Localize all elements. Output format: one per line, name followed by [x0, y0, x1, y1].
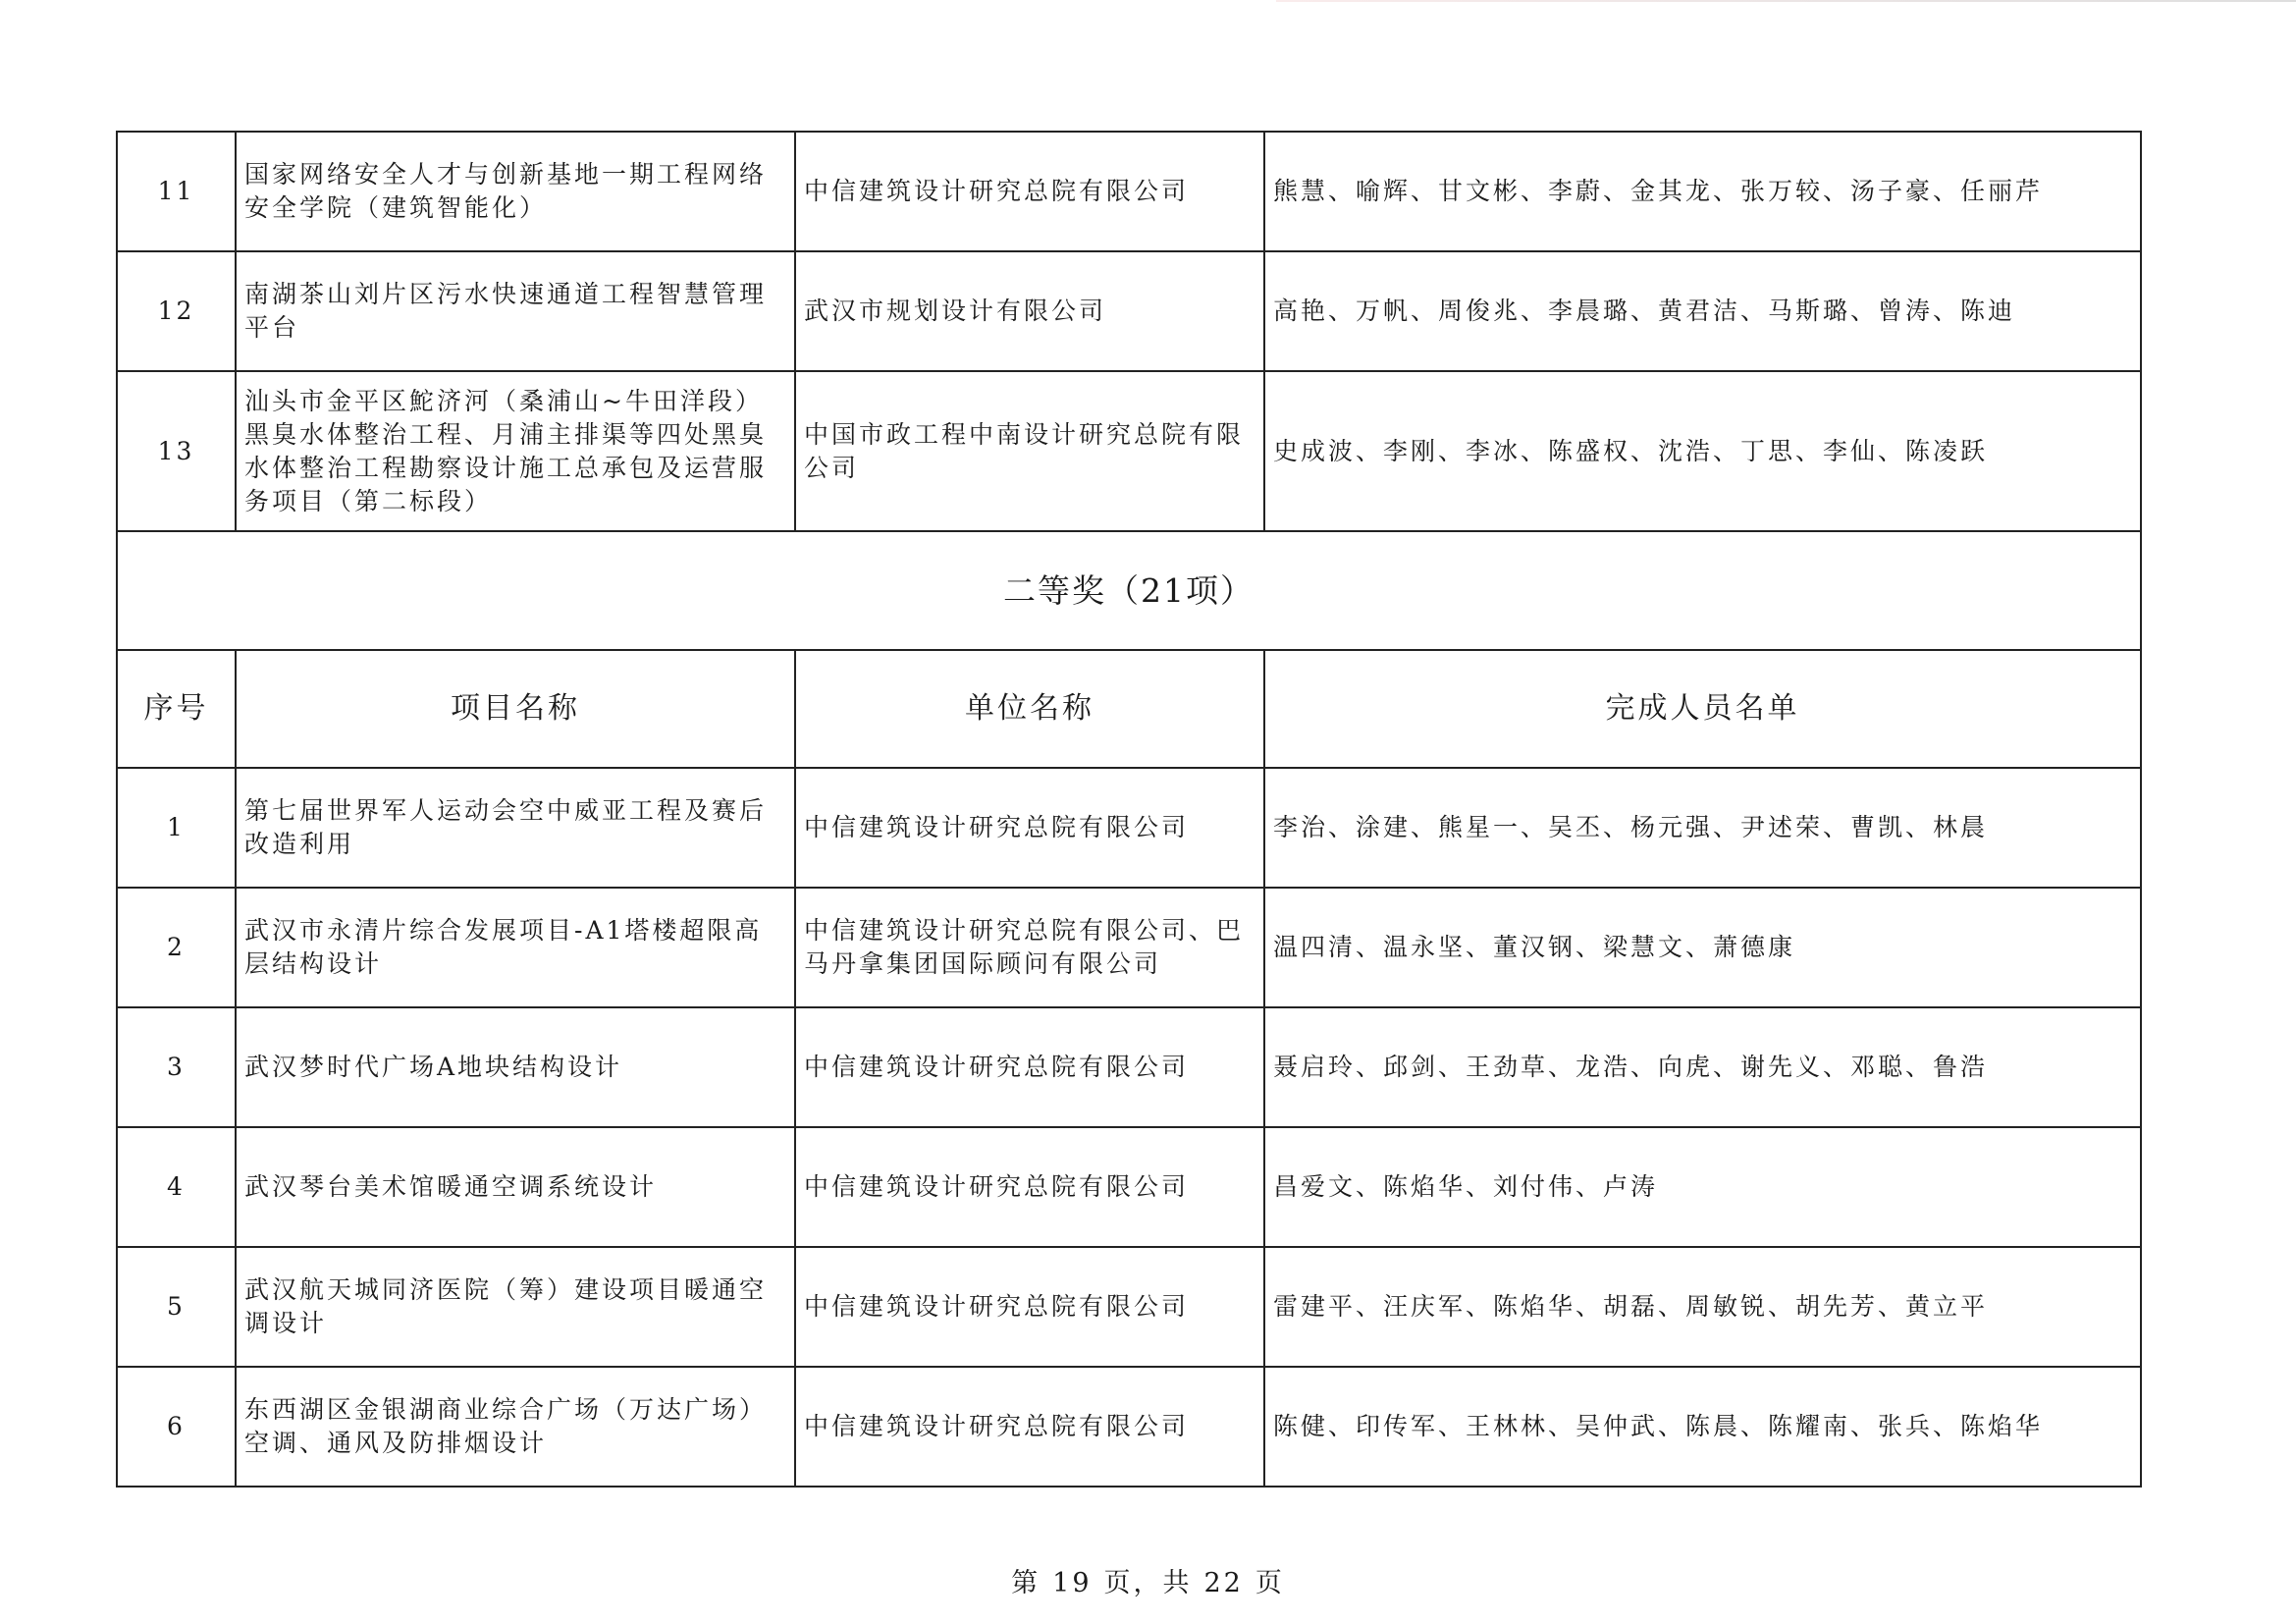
section-row — [117, 531, 2141, 650]
unit-name: 武汉市规划设计有限公司 — [795, 251, 1264, 371]
project-name: 汕头市金平区鮀济河（桑浦山~牛田洋段）黑臭水体整治工程、月浦主排渠等四处黑臭水体整治工程勘察设计施工总承包及运营服务项目（第二标段） — [236, 371, 795, 531]
unit-name: 中信建筑设计研究总院有限公司 — [795, 1007, 1264, 1127]
project-name: 南湖茶山刘片区污水快速通道工程智慧管理平台 — [236, 251, 795, 371]
unit-name: 中信建筑设计研究总院有限公司 — [795, 1247, 1264, 1367]
member-list: 熊慧、喻辉、甘文彬、李蔚、金其龙、张万较、汤子豪、任丽芹 — [1264, 132, 2141, 251]
unit-name: 中信建筑设计研究总院有限公司 — [795, 1127, 1264, 1247]
table-header — [117, 650, 2141, 768]
member-list: 温四清、温永坚、董汉钢、梁慧文、萧德康 — [1264, 888, 2141, 1007]
header-project: 项目名称 — [236, 650, 795, 768]
row-number: 6 — [117, 1367, 236, 1487]
total-page-number: 22 — [1203, 1568, 1244, 1598]
project-name: 武汉琴台美术馆暖通空调系统设计 — [236, 1127, 795, 1247]
table-row — [117, 888, 2141, 1007]
row-number: 4 — [117, 1127, 236, 1247]
header-members: 完成人员名单 — [1264, 650, 2141, 768]
table-row — [117, 1367, 2141, 1487]
current-page-number: 19 — [1052, 1568, 1093, 1598]
row-number: 11 — [117, 132, 236, 251]
unit-name: 中信建筑设计研究总院有限公司 — [795, 132, 1264, 251]
project-name: 第七届世界军人运动会空中威亚工程及赛后改造利用 — [236, 768, 795, 888]
project-name: 东西湖区金银湖商业综合广场（万达广场）空调、通风及防排烟设计 — [236, 1367, 795, 1487]
member-list: 李治、涂建、熊星一、吴丕、杨元强、尹述荣、曹凯、林晨 — [1264, 768, 2141, 888]
section-title: 二等奖（21项） — [117, 531, 2141, 650]
table-row — [117, 251, 2141, 371]
member-list: 陈健、印传军、王林林、吴仲武、陈晨、陈耀南、张兵、陈焰华 — [1264, 1367, 2141, 1487]
row-number: 1 — [117, 768, 236, 888]
project-name: 国家网络安全人才与创新基地一期工程网络安全学院（建筑智能化） — [236, 132, 795, 251]
page-footer — [0, 1561, 2296, 1599]
row-number: 2 — [117, 888, 236, 1007]
unit-name: 中信建筑设计研究总院有限公司、巴马丹拿集团国际顾问有限公司 — [795, 888, 1264, 1007]
row-number: 13 — [117, 371, 236, 531]
award-table — [116, 131, 2142, 1488]
footer-mid: 页，共 — [1103, 1568, 1193, 1598]
project-name: 武汉梦时代广场A地块结构设计 — [236, 1007, 795, 1127]
scan-edge — [1276, 0, 2296, 2]
member-list: 史成波、李刚、李冰、陈盛权、沈浩、丁思、李仙、陈凌跃 — [1264, 371, 2141, 531]
row-number: 3 — [117, 1007, 236, 1127]
project-name: 武汉航天城同济医院（筹）建设项目暖通空调设计 — [236, 1247, 795, 1367]
unit-name: 中信建筑设计研究总院有限公司 — [795, 1367, 1264, 1487]
row-number: 12 — [117, 251, 236, 371]
unit-name: 中信建筑设计研究总院有限公司 — [795, 768, 1264, 888]
table-row — [117, 1247, 2141, 1367]
table-row — [117, 371, 2141, 531]
table-row — [117, 132, 2141, 251]
member-list: 昌爱文、陈焰华、刘付伟、卢涛 — [1264, 1127, 2141, 1247]
member-list: 聂启玲、邱剑、王劲草、龙浩、向虎、谢先义、邓聪、鲁浩 — [1264, 1007, 2141, 1127]
unit-name: 中国市政工程中南设计研究总院有限公司 — [795, 371, 1264, 531]
table-row — [117, 1007, 2141, 1127]
footer-suffix: 页 — [1255, 1568, 1285, 1598]
member-list: 高艳、万帆、周俊兆、李晨璐、黄君洁、马斯璐、曾涛、陈迪 — [1264, 251, 2141, 371]
header-unit: 单位名称 — [795, 650, 1264, 768]
row-number: 5 — [117, 1247, 236, 1367]
project-name: 武汉市永清片综合发展项目-A1塔楼超限高层结构设计 — [236, 888, 795, 1007]
footer-prefix: 第 — [1011, 1568, 1041, 1598]
header-no: 序号 — [117, 650, 236, 768]
table-row — [117, 1127, 2141, 1247]
table-row — [117, 768, 2141, 888]
member-list: 雷建平、汪庆军、陈焰华、胡磊、周敏锐、胡先芳、黄立平 — [1264, 1247, 2141, 1367]
